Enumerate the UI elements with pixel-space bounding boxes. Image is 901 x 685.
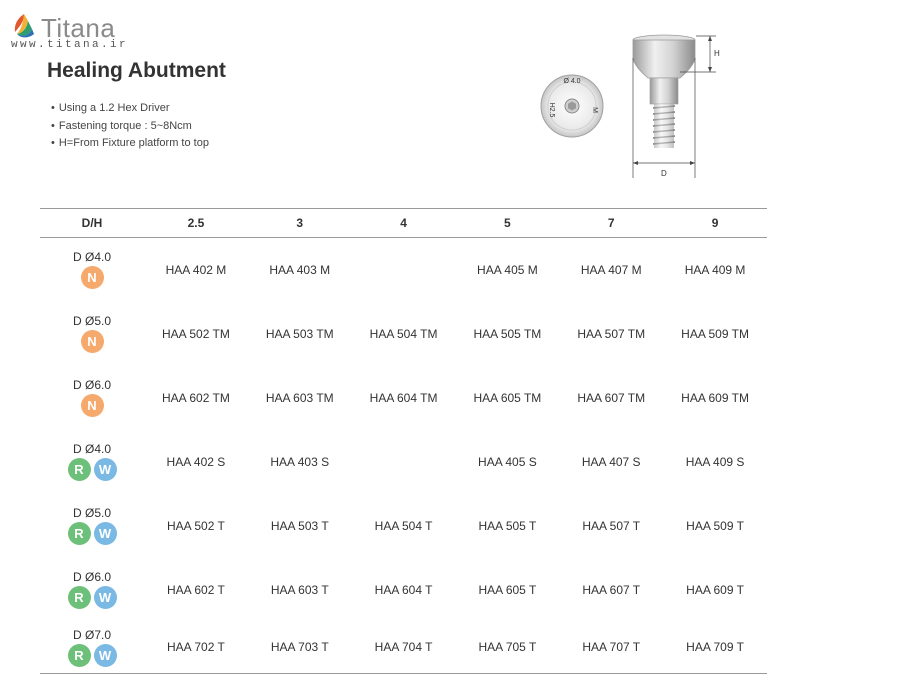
diameter-label: D Ø4.0 <box>72 442 111 456</box>
table-header-row <box>40 209 767 238</box>
product-code-cell: HAA 705 T <box>455 622 559 674</box>
platform-badge-r: R <box>68 458 91 481</box>
platform-badges <box>68 522 117 545</box>
product-code-cell: HAA 707 T <box>559 622 663 674</box>
product-code-cell: HAA 609 T <box>686 582 744 597</box>
table-row <box>40 302 767 366</box>
product-code-cell: HAA 604 TM <box>369 390 438 405</box>
header-height: 7 <box>559 209 663 238</box>
table-row <box>40 366 767 430</box>
product-code-cell: HAA 509 TM <box>681 326 749 341</box>
diameter-cell <box>40 494 144 558</box>
product-code-cell: HAA 605 TM <box>473 390 542 405</box>
product-code-cell: HAA 405 S <box>478 454 537 469</box>
product-code-cell: HAA 504 TM <box>369 326 438 341</box>
product-code-cell: HAA 504 T <box>374 518 433 533</box>
diameter-cell <box>40 558 144 622</box>
table-row <box>40 622 767 674</box>
product-code-cell: HAA 604 T <box>374 582 433 597</box>
top-mark-label: M <box>591 107 598 113</box>
product-code-cell: HAA 507 T <box>582 518 641 533</box>
header-height: 5 <box>455 209 559 238</box>
table-body <box>40 238 767 674</box>
platform-badges <box>68 644 117 667</box>
product-code-cell: HAA 602 TM <box>162 390 230 405</box>
product-code-cell: HAA 502 TM <box>162 326 230 341</box>
spec-list <box>51 100 209 153</box>
product-code-cell: HAA 602 T <box>167 582 225 597</box>
product-code-cell: HAA 603 T <box>270 582 329 597</box>
product-code-cell: HAA 605 T <box>478 582 537 597</box>
brand-logo <box>8 10 138 52</box>
brand-name: Titana <box>41 13 116 43</box>
diameter-cell <box>40 622 144 674</box>
product-code-cell: HAA 607 TM <box>577 390 646 405</box>
platform-badge-n: N <box>81 394 104 417</box>
product-code-cell: HAA 402 M <box>165 262 227 277</box>
product-code-cell <box>352 430 456 494</box>
platform-badge-n: N <box>81 266 104 289</box>
product-code-cell: HAA 403 S <box>270 454 330 469</box>
page-title: Healing Abutment <box>47 59 226 82</box>
platform-badges <box>81 394 104 417</box>
platform-badges <box>81 330 104 353</box>
spec-item: • Fastening torque : 5~8Ncm <box>51 118 209 136</box>
abutment-diagram <box>530 28 730 188</box>
product-code-cell: HAA 607 T <box>582 582 641 597</box>
diameter-cell <box>40 302 144 366</box>
product-code-cell: HAA 503 T <box>270 518 329 533</box>
platform-badge-w: W <box>94 644 117 667</box>
diameter-label: D Ø4.0 <box>72 250 111 265</box>
product-code-cell: HAA 507 TM <box>577 326 646 341</box>
platform-badge-r: R <box>68 644 91 667</box>
product-code-cell: HAA 702 T <box>144 622 248 674</box>
top-height-label: H2.5 <box>548 102 555 118</box>
diameter-label: D Ø6.0 <box>72 570 111 584</box>
platform-badge-w: W <box>94 522 117 545</box>
header-height: 3 <box>248 209 352 238</box>
header-diameter-height: D/H <box>40 209 144 238</box>
titana-logo-icon <box>10 12 38 40</box>
product-code-cell: HAA 502 T <box>167 518 225 533</box>
product-code-cell: HAA 704 T <box>352 622 456 674</box>
header-height: 2.5 <box>144 209 248 238</box>
platform-badge-r: R <box>68 522 91 545</box>
platform-badge-r: R <box>68 586 91 609</box>
top-diameter-label: Ø 4.0 <box>563 78 581 85</box>
spec-item: • Using a 1.2 Hex Driver <box>51 100 209 118</box>
height-dimension-label: H <box>714 49 720 58</box>
platform-badge-w: W <box>94 586 117 609</box>
diameter-cell <box>40 430 144 494</box>
product-code-cell: HAA 407 M <box>580 262 642 277</box>
product-code-cell: HAA 409 M <box>684 262 746 277</box>
side-view-icon <box>633 35 720 178</box>
spec-item: • H=From Fixture platform to top <box>51 135 209 153</box>
table-row <box>40 238 767 302</box>
product-code-cell <box>352 238 456 302</box>
product-code-cell: HAA 402 S <box>166 454 226 469</box>
diameter-label: D Ø5.0 <box>72 314 111 328</box>
platform-badge-w: W <box>94 458 117 481</box>
product-code-cell: HAA 505 TM <box>473 326 542 341</box>
diameter-label: D Ø6.0 <box>72 378 111 392</box>
table-row <box>40 558 767 622</box>
table-row <box>40 494 767 558</box>
product-code-cell: HAA 509 T <box>686 518 744 533</box>
product-table <box>40 208 767 674</box>
product-code-cell: HAA 403 M <box>269 262 331 277</box>
platform-badge-n: N <box>81 330 104 353</box>
product-code-cell: HAA 603 TM <box>265 390 334 405</box>
diameter-cell <box>40 238 144 302</box>
product-code-cell: HAA 409 S <box>685 454 745 469</box>
diameter-dimension-label: D <box>661 169 667 178</box>
product-code-cell: HAA 405 M <box>477 262 538 277</box>
product-code-cell: HAA 709 T <box>663 622 767 674</box>
product-code-cell: HAA 703 T <box>248 622 352 674</box>
header-height: 4 <box>352 209 456 238</box>
product-code-cell: HAA 503 TM <box>265 326 334 341</box>
top-view-icon <box>541 75 603 137</box>
platform-badges <box>81 266 104 289</box>
product-code-cell: HAA 407 S <box>581 454 641 469</box>
product-code-cell: HAA 609 TM <box>681 390 749 405</box>
diameter-cell <box>40 366 144 430</box>
table-row <box>40 430 767 494</box>
platform-badges <box>68 586 117 609</box>
product-code-cell: HAA 505 T <box>478 518 537 533</box>
diameter-label: D Ø5.0 <box>72 506 111 520</box>
platform-badges <box>68 458 117 481</box>
diameter-label: D Ø7.0 <box>72 627 111 642</box>
header-height: 9 <box>663 209 767 238</box>
brand-url: www.titana.ir <box>11 39 129 51</box>
